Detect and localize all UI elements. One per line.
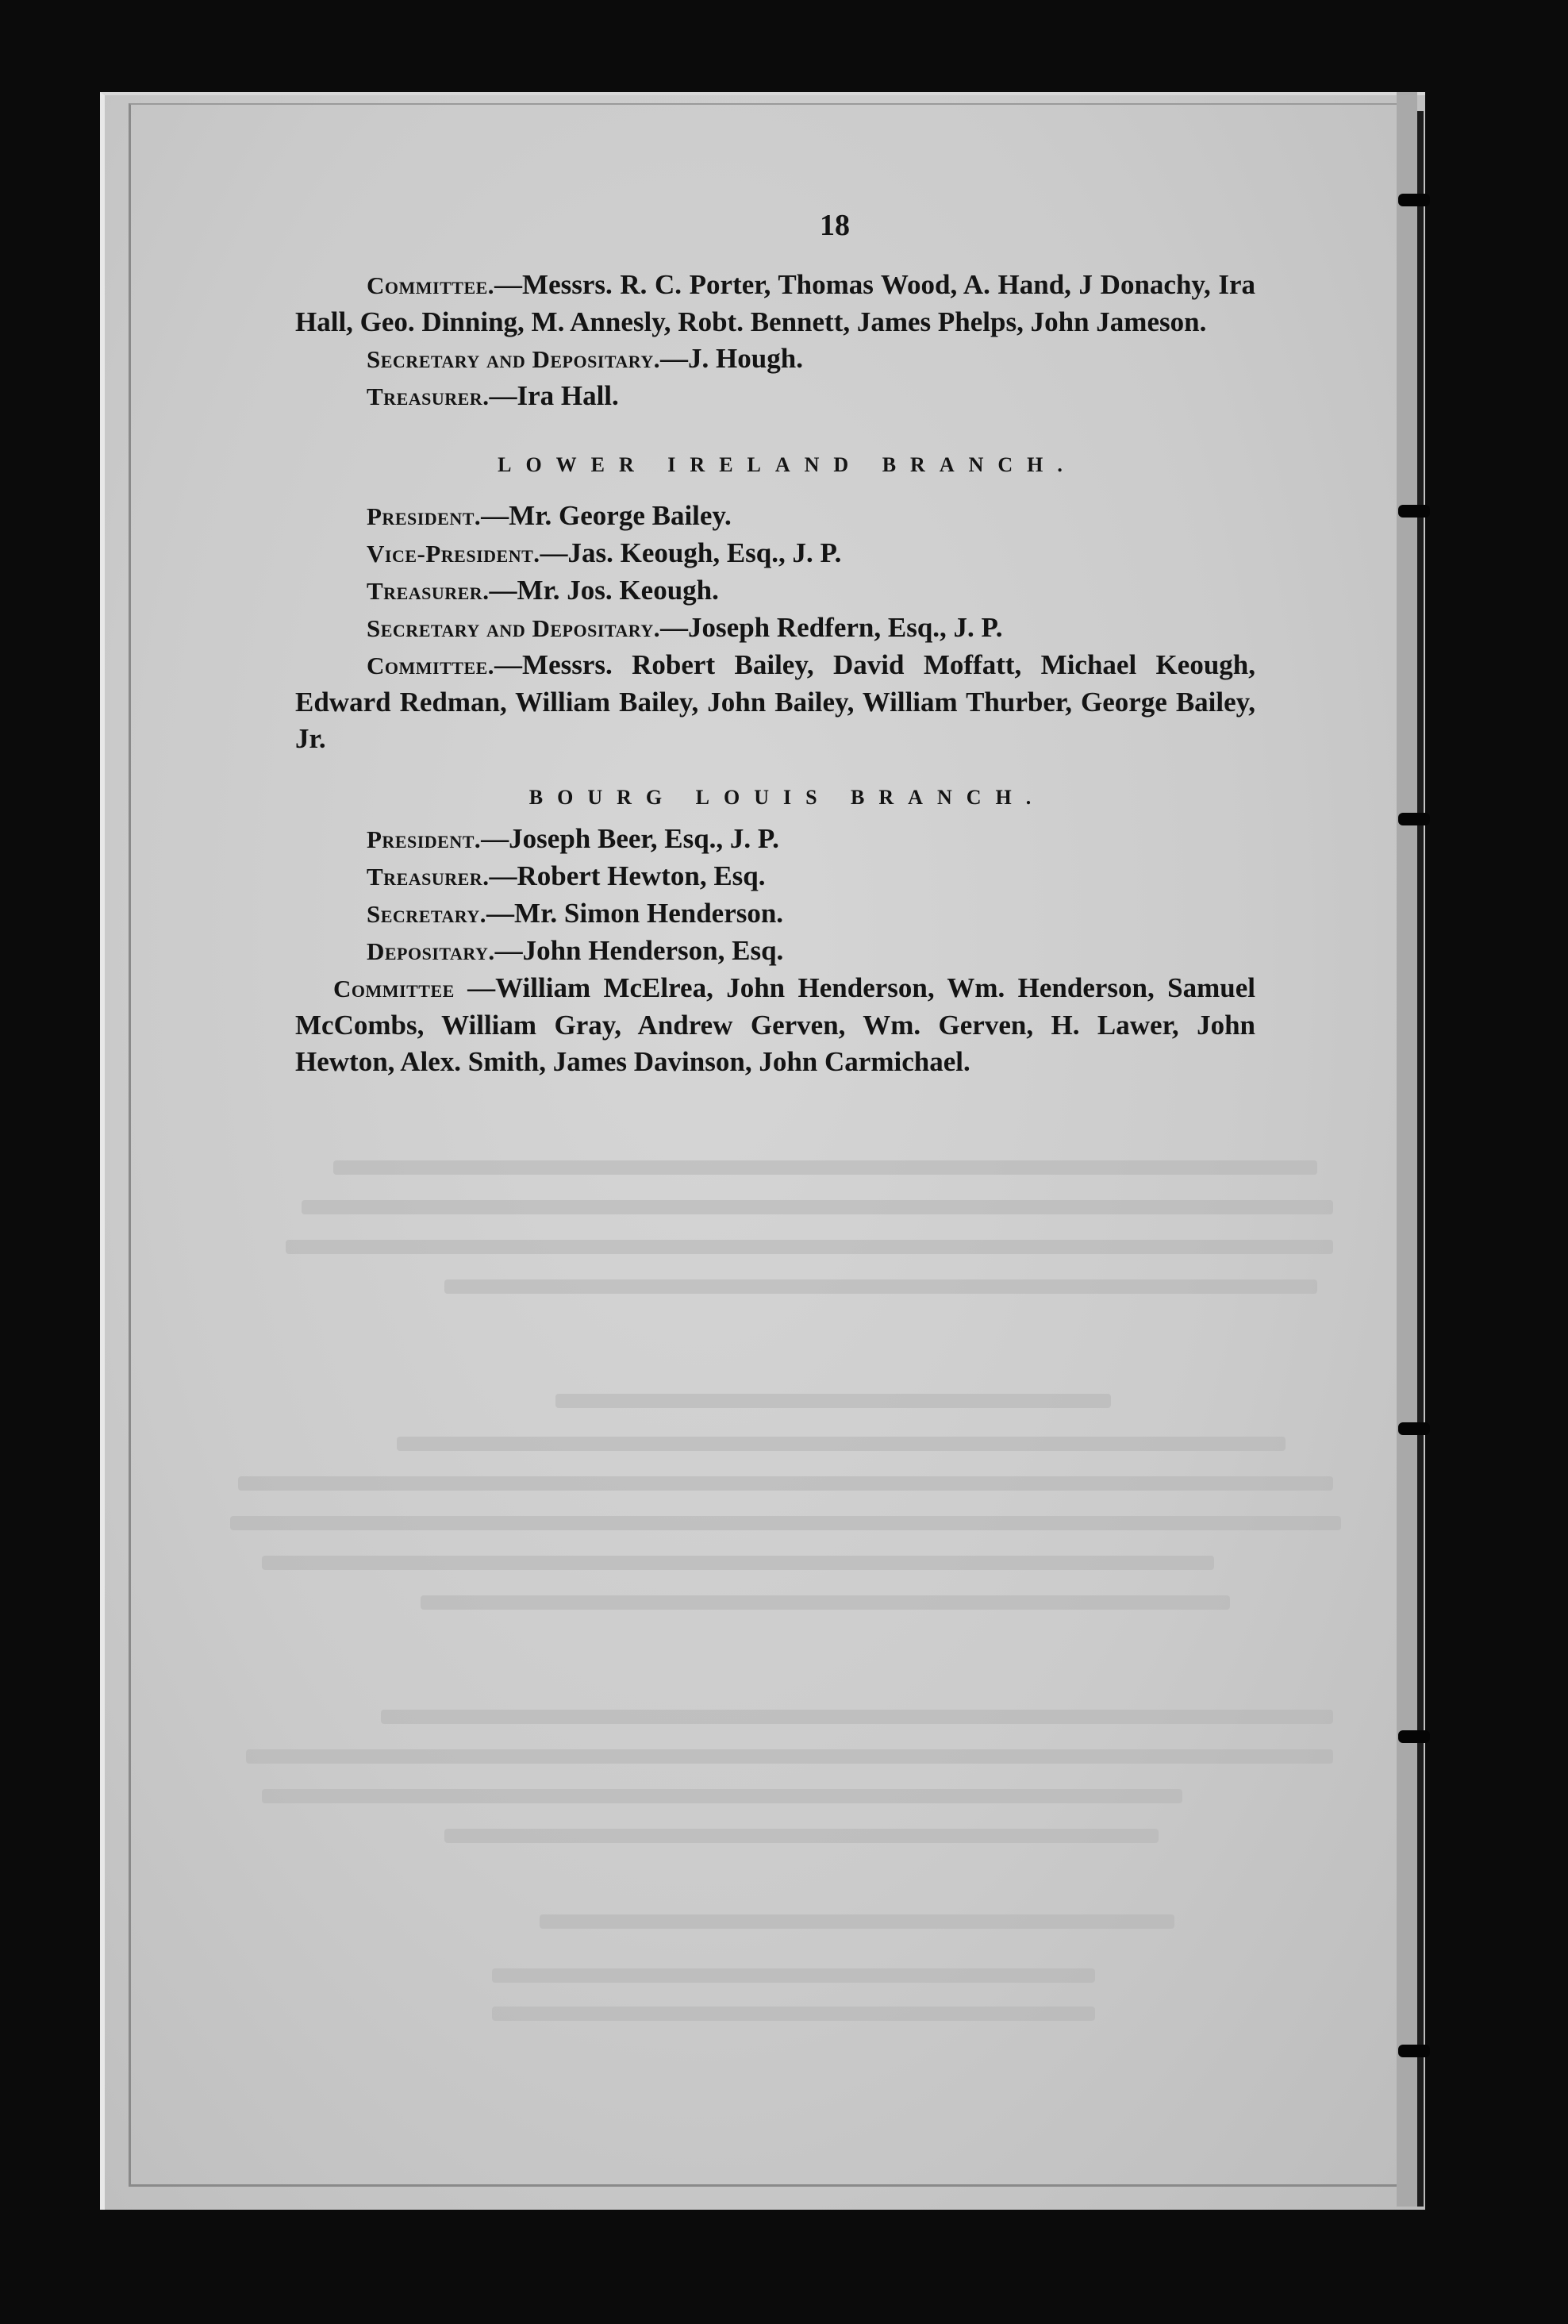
entry-label: President. bbox=[367, 502, 482, 530]
secretary-entry bbox=[295, 895, 1255, 933]
entry-text: —William McElrea, John Henderson, Wm. Henderson, Samuel McCombs, William Gray, Andrew Gerven, Wm. Gerven, H. Lawer, John Hewton, Alex. Smith, James Davinson, John Carmichael. bbox=[295, 972, 1255, 1077]
section-heading-bourg-louis: BOURG LOUIS BRANCH. bbox=[528, 786, 1046, 809]
entry-text: —Jas. Keough, Esq., J. P. bbox=[540, 537, 842, 568]
bleed-through-line bbox=[238, 1476, 1333, 1491]
entry-text: —J. Hough. bbox=[660, 343, 803, 374]
binding-stitch bbox=[1398, 813, 1430, 825]
secretary-entry bbox=[295, 610, 1255, 647]
entry-label: Depositary. bbox=[367, 937, 495, 965]
binding-stitch bbox=[1398, 1422, 1430, 1435]
depositary-entry bbox=[295, 933, 1255, 970]
entry-text: —Mr. Simon Henderson. bbox=[486, 898, 784, 929]
entry-text: —Messrs. Robert Bailey, David Moffatt, Michael Keough, Edward Redman, William Bailey, John Bailey, William Thurber, George Bailey, Jr. bbox=[295, 649, 1255, 754]
bleed-through-line bbox=[492, 1968, 1095, 1983]
bleed-through-line bbox=[444, 1829, 1159, 1843]
page-number: 18 bbox=[820, 209, 850, 242]
entry-label: Secretary and Depositary. bbox=[367, 614, 661, 642]
entry-text: —Ira Hall. bbox=[489, 380, 619, 411]
vice-president-entry bbox=[295, 535, 1255, 572]
bleed-through-line bbox=[230, 1516, 1341, 1530]
bleed-through-line bbox=[262, 1556, 1214, 1570]
bleed-through-line bbox=[246, 1749, 1333, 1764]
committee-entry bbox=[295, 647, 1255, 757]
binding-edge bbox=[1397, 92, 1417, 2207]
bleed-through-line bbox=[421, 1595, 1230, 1610]
bleed-through-line bbox=[555, 1394, 1111, 1408]
secretary-entry bbox=[295, 341, 1255, 378]
bleed-through-line bbox=[381, 1710, 1333, 1724]
entry-text: —Joseph Redfern, Esq., J. P. bbox=[660, 612, 1003, 643]
entry-text: —Mr. George Bailey. bbox=[481, 500, 732, 531]
treasurer-entry bbox=[295, 378, 1255, 415]
treasurer-entry bbox=[295, 858, 1255, 895]
entry-label: Committee bbox=[333, 975, 455, 1002]
bleed-through-line bbox=[333, 1160, 1317, 1175]
president-entry bbox=[295, 821, 1255, 858]
entry-label: Committee. bbox=[367, 652, 495, 679]
entry-label: Committee. bbox=[367, 271, 495, 299]
entry-label: Vice-President. bbox=[367, 540, 540, 568]
bleed-through-line bbox=[262, 1789, 1182, 1803]
bleed-through-line bbox=[397, 1437, 1286, 1451]
entry-text: —Joseph Beer, Esq., J. P. bbox=[481, 823, 779, 854]
binding-spine bbox=[1417, 111, 1424, 2207]
entry-label: President. bbox=[367, 825, 482, 853]
president-entry bbox=[295, 498, 1255, 535]
binding-stitch bbox=[1398, 1730, 1430, 1743]
section-heading-lower-ireland: LOWER IRELAND BRANCH. bbox=[498, 453, 1077, 476]
entry-text: —Messrs. R. C. Porter, Thomas Wood, A. Hand, J Donachy, Ira Hall, Geo. Dinning, M. Annesly, Robt. Bennett, James Phelps, John Jameson. bbox=[295, 269, 1255, 337]
entry-text: —Mr. Jos. Keough. bbox=[489, 575, 719, 606]
bleed-through-line bbox=[492, 2007, 1095, 2021]
committee-entry bbox=[295, 970, 1255, 1080]
bleed-through-line bbox=[444, 1279, 1317, 1294]
entry-label: Treasurer. bbox=[367, 383, 490, 410]
entry-label: Secretary. bbox=[367, 900, 487, 928]
entry-text: —Robert Hewton, Esq. bbox=[489, 860, 766, 891]
binding-stitch bbox=[1398, 505, 1430, 518]
entry-label: Secretary and Depositary. bbox=[367, 345, 661, 373]
page-text bbox=[295, 208, 1255, 1080]
committee-entry bbox=[295, 267, 1255, 341]
binding-stitch bbox=[1398, 194, 1430, 206]
entry-label: Treasurer. bbox=[367, 577, 490, 605]
entry-text: —John Henderson, Esq. bbox=[494, 935, 784, 966]
bleed-through-line bbox=[540, 1914, 1174, 1929]
bleed-through-line bbox=[286, 1240, 1333, 1254]
treasurer-entry bbox=[295, 572, 1255, 610]
binding-stitch bbox=[1398, 2045, 1430, 2057]
bleed-through-line bbox=[302, 1200, 1333, 1214]
entry-label: Treasurer. bbox=[367, 863, 490, 891]
